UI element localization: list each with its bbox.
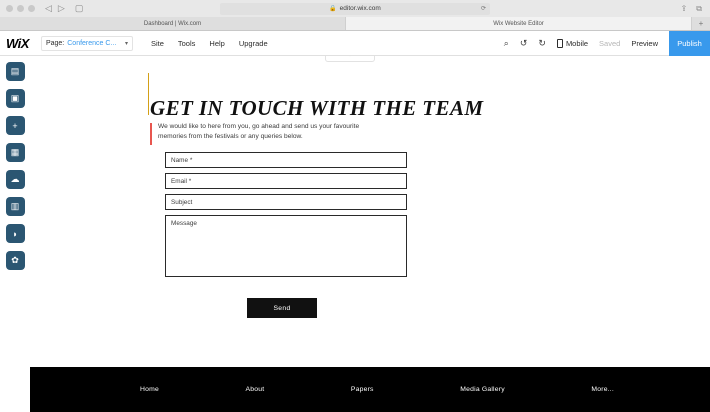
share-icon[interactable]: ⇪ [680,3,688,13]
forward-arrow-icon[interactable]: ▷ [57,3,65,13]
redo-icon[interactable]: ↻ [538,38,546,48]
address-bar[interactable] [220,3,490,15]
publish-button[interactable]: Publish [669,31,710,56]
my-business-icon: ▥ [10,201,20,211]
phone-icon [557,39,563,48]
menu-item-site[interactable]: Site [150,38,164,48]
undo-icon[interactable]: ↺ [519,38,528,48]
mobile-view-toggle[interactable] [557,39,588,48]
browser-tab-label: Dashboard | Wix.com [143,20,202,27]
sidebar-toggle-icon[interactable]: ▢ [74,3,84,13]
address-bar-text: editor.wix.com [339,5,381,12]
mobile-label: Mobile [565,39,589,48]
add-apps-icon: ▦ [10,147,20,157]
subject-field-placeholder: Subject [171,198,193,206]
footer-link-papers[interactable]: Papers [350,386,374,393]
tabs-icon[interactable]: ⧉ [696,3,702,13]
message-field-placeholder: Message [171,220,197,227]
page-selector-value: Conference C... [67,39,117,47]
footer-link-more[interactable]: More... [591,386,614,393]
window-controls[interactable] [6,5,35,12]
background-icon: ▣ [10,93,20,103]
minimize-window-button[interactable] [17,5,24,12]
lock-icon: 🔒 [329,6,337,12]
rail-button-add-elements[interactable] [6,116,25,135]
wix-logo[interactable]: WiX [6,35,29,51]
browser-tab-dashboard[interactable] [0,17,346,30]
editor-top-bar [0,31,710,56]
name-field[interactable] [165,152,407,168]
rail-button-ascend[interactable] [6,251,25,270]
chevron-up-icon: ⌃ [347,56,353,61]
rail-button-background[interactable] [6,89,25,108]
menu-item-help[interactable]: Help [209,38,225,48]
rail-button-menus-and-pages[interactable] [6,62,25,81]
intro-paragraph[interactable]: We would like to here from you, go ahead and send us your favourite memories from the festivals or any queries below. [158,123,360,141]
footer-navigation[interactable] [30,386,710,393]
browser-tab-label: Wix Website Editor [493,20,544,27]
title-accent-rule [148,73,149,115]
rail-button-add-apps[interactable] [6,143,25,162]
browser-tab-strip[interactable] [0,17,710,30]
page-title[interactable]: GET IN TOUCH WITH THE TEAM [150,96,484,120]
menu-item-upgrade[interactable]: Upgrade [238,38,268,48]
preview-button[interactable]: Preview [631,39,658,48]
subject-field[interactable] [165,194,407,210]
section-collapse-handle[interactable] [325,56,375,62]
name-field-placeholder: Name * [171,156,193,164]
my-uploads-icon: ☁ [10,174,20,184]
save-status: Saved [599,39,621,48]
browser-toolbar [0,0,710,17]
email-field-placeholder: Email * [171,177,192,185]
blog-icon: ◗ [12,228,18,239]
navigation-arrows[interactable] [45,4,65,13]
footer-link-media-gallery[interactable]: Media Gallery [460,386,505,393]
reload-icon[interactable]: ⟳ [480,6,486,12]
footer-link-home[interactable]: Home [140,386,159,393]
menu-item-tools[interactable]: Tools [177,38,196,48]
browser-right-controls[interactable] [681,4,702,14]
intro-accent-rule [150,123,152,145]
rail-button-my-business[interactable] [6,197,25,216]
add-elements-icon: + [12,120,18,131]
chevron-down-icon[interactable]: ▾ [124,40,128,47]
site-canvas[interactable] [30,56,710,412]
editor-body [0,56,710,412]
ascend-icon: ✿ [11,255,19,265]
back-arrow-icon[interactable]: ◁ [45,3,52,13]
maximize-window-button[interactable] [28,5,35,12]
editor-tool-rail[interactable] [0,56,30,412]
rail-button-my-uploads[interactable] [6,170,25,189]
page-selector-label: Page: [45,39,65,47]
editor-menu[interactable] [151,39,268,48]
email-field[interactable] [165,173,407,189]
close-window-button[interactable] [6,5,13,12]
message-field[interactable] [165,215,407,277]
site-footer [30,367,710,412]
menus-and-pages-icon: ▤ [10,66,20,76]
contact-form[interactable] [165,152,407,312]
editor-top-bar-right [504,31,710,56]
page-selector[interactable] [41,36,133,51]
browser-chrome [0,0,710,31]
browser-tab-editor[interactable] [346,17,692,30]
new-tab-icon[interactable]: + [698,19,704,28]
search-icon[interactable]: ⌕ [503,38,509,48]
footer-link-about[interactable]: About [245,386,265,393]
rail-button-blog[interactable] [6,224,25,243]
send-button[interactable]: Send [247,298,317,318]
